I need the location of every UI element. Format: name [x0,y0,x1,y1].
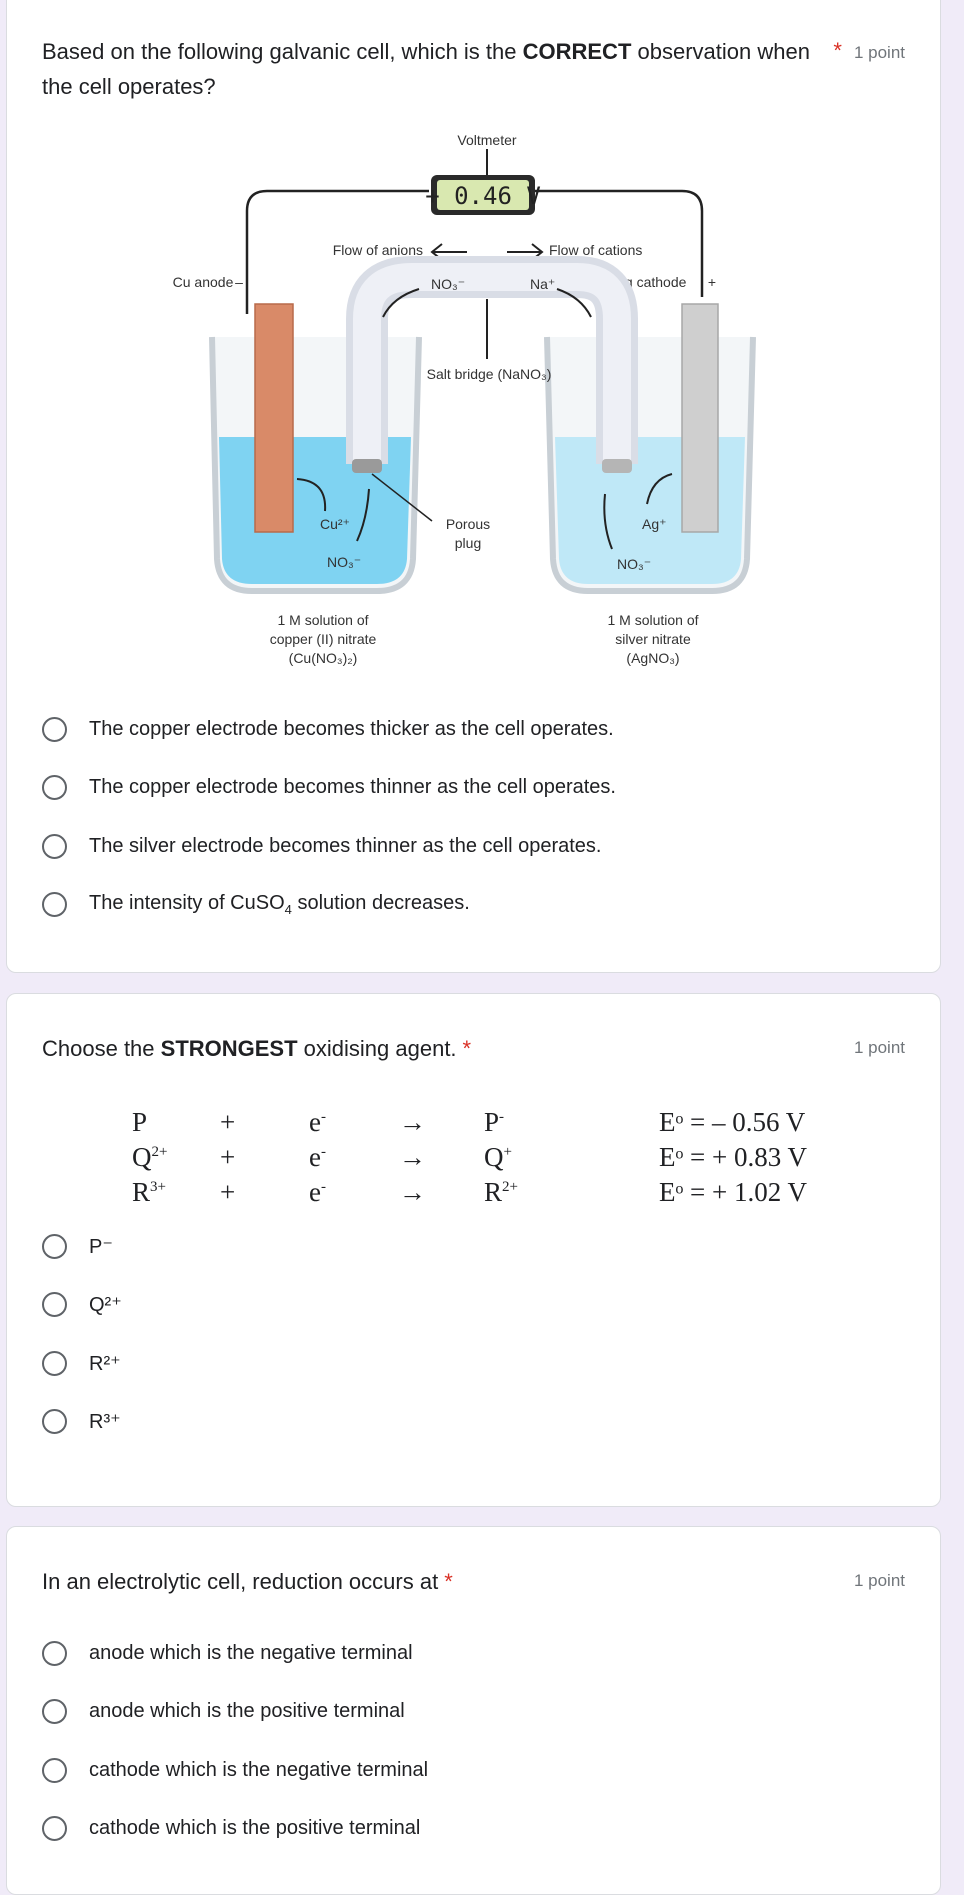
question-text-end: oxidising agent. [297,1036,457,1061]
product: $R^{2+}$ [484,1177,518,1207]
electrode-potential: Eᵒ = – 0.56 V [659,1107,806,1137]
option-2[interactable] [42,1691,405,1731]
anode-sign: – [235,274,243,290]
arrow-icon: → [399,1107,426,1137]
points-value: 1 point [853,43,905,62]
question-text: In an electrolytic cell, reduction occurs at [42,1569,439,1594]
option-label: The copper electrode becomes thicker as the cell operates. [89,717,614,740]
reduction-equations [132,1107,852,1212]
option-label: P⁻ [89,1235,113,1258]
option-label: Q²⁺ [89,1293,122,1316]
points-label [833,38,905,64]
left-solution-label-3: (Cu(NO₃)₂) [288,650,358,666]
option-label: The silver electrode becomes thinner as the cell operates. [89,834,602,857]
flow-anions-label: Flow of anions [332,242,423,258]
option-label: R²⁺ [89,1352,121,1375]
radio-button[interactable] [42,1758,67,1783]
option-2[interactable] [42,1284,122,1324]
option-label: R³⁺ [89,1410,121,1433]
question-title [42,1031,812,1066]
radio-button[interactable] [42,1816,67,1841]
cathode-sign: + [707,274,717,290]
option-label: cathode which is the negative terminal [89,1758,429,1781]
plus-sign: + [220,1142,236,1172]
question-emphasis: CORRECT [522,39,632,64]
option-2[interactable] [42,767,616,807]
option-text-end: solution decreases. [291,891,470,914]
required-asterisk: * [444,1569,453,1594]
required-asterisk: * [833,38,842,63]
porous-plug-label-1: Porous [445,516,491,532]
electron: e- [309,1142,326,1172]
question-text-end: observation when the cell operates? [42,39,810,99]
right-ion-no3: NO₃⁻ [617,556,652,572]
bridge-cation-label: Na⁺ [530,276,556,292]
salt-bridge-label: Salt bridge (NaNO₃) [426,366,552,382]
left-solution-label-1: 1 M solution of [277,612,369,628]
plus-sign: + [220,1177,236,1207]
option-1[interactable] [42,1633,413,1673]
product: P- [484,1107,505,1137]
radio-button[interactable] [42,775,67,800]
electron: e- [309,1177,326,1207]
question-card-2 [6,993,941,1507]
equation-row [132,1177,852,1212]
points-label: 1 point [853,1571,905,1590]
question-title [42,34,812,104]
left-porous-plug [352,459,382,473]
radio-button[interactable] [42,1292,67,1317]
question-emphasis: STRONGEST [160,1036,298,1061]
plus-sign: + [220,1107,236,1137]
reactant: $R^{3+}$ [132,1177,166,1207]
option-1[interactable] [42,709,614,749]
option-3[interactable] [42,1750,428,1790]
radio-button[interactable] [42,892,67,917]
reactant: P [132,1107,148,1137]
option-label: The copper electrode becomes thinner as the cell operates. [89,775,616,798]
option-4[interactable] [42,1808,420,1848]
required-asterisk: * [462,1036,472,1061]
equation-row [132,1107,852,1142]
right-solution-label-2: silver nitrate [615,631,691,647]
question-card-1 [6,0,941,973]
bridge-anion-label: NO₃⁻ [431,276,466,292]
question-text: Based on the following galvanic cell, which is the [42,39,523,64]
copper-electrode [255,304,293,532]
flow-cations-label: Flow of cations [549,242,643,258]
porous-plug-label-2: plug [454,535,482,551]
radio-button[interactable] [42,1234,67,1259]
galvanic-cell-diagram [157,129,767,689]
right-porous-plug [602,459,632,473]
option-label [89,892,470,917]
silver-electrode [682,304,718,532]
option-1[interactable] [42,1226,113,1266]
option-text: The intensity of CuSO [89,891,285,914]
left-solution-label-2: copper (II) nitrate [269,631,377,647]
voltmeter-reading: + 0.46 V [425,182,541,210]
radio-button[interactable] [42,1699,67,1724]
option-4[interactable] [42,884,470,924]
option-3[interactable] [42,1343,121,1383]
option-label: anode which is the positive terminal [89,1699,405,1722]
option-label: anode which is the negative terminal [89,1641,413,1664]
option-label: cathode which is the positive terminal [89,1816,421,1839]
radio-button[interactable] [42,1409,67,1434]
left-ion-no3: NO₃⁻ [327,554,362,570]
arrow-icon: → [399,1177,426,1207]
points-label: 1 point [853,1038,905,1057]
option-4[interactable] [42,1401,121,1441]
electrode-potential: Eᵒ = + 1.02 V [659,1177,807,1207]
anode-label: Cu anode [172,274,234,290]
radio-button[interactable] [42,1641,67,1666]
left-ion-cu: Cu²⁺ [320,516,350,532]
right-ion-ag: Ag⁺ [642,516,667,532]
reactant: $Q^{2+}$ [132,1142,168,1172]
electron: e- [309,1107,326,1137]
cathode-label: Ag cathode [615,274,687,290]
question-card-3 [6,1526,941,1895]
option-subscript: 4 [284,901,292,917]
right-solution-label-1: 1 M solution of [607,612,699,628]
voltmeter-label: Voltmeter [457,132,517,148]
product: Q+ [484,1142,512,1172]
question-title [42,1564,812,1599]
radio-button[interactable] [42,834,67,859]
arrow-icon: → [399,1142,426,1172]
right-solution-label-3: (AgNO₃) [626,650,680,666]
radio-button[interactable] [42,717,67,742]
radio-button[interactable] [42,1351,67,1376]
equation-row [132,1142,852,1177]
question-text: Choose the [42,1036,161,1061]
electrode-potential: Eᵒ = + 0.83 V [659,1142,807,1172]
option-3[interactable] [42,826,602,866]
